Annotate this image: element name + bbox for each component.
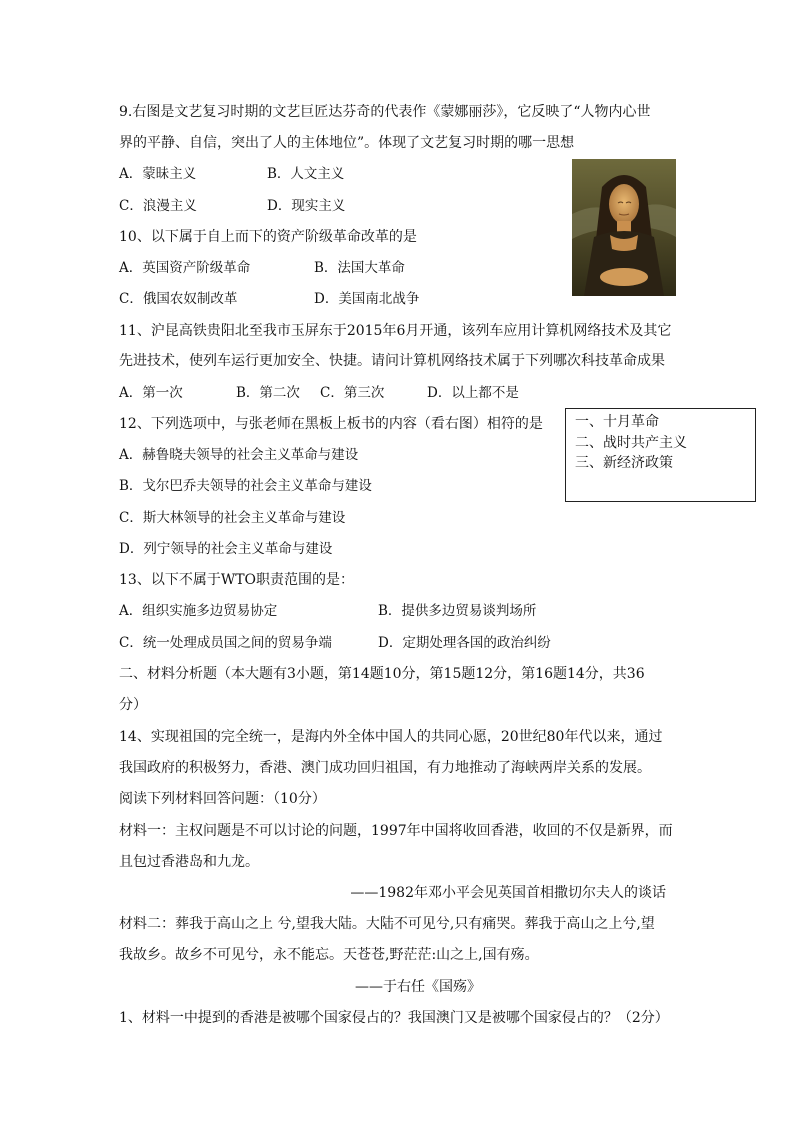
section2-heading-line2: 分） (119, 697, 147, 713)
q13-option-d: D．定期处理各国的政治纠纷 (378, 635, 551, 651)
q14-intro-line1: 14、实现祖国的完全统一，是海内外全体中国人的共同心愿，20世纪80年代以来，通过 (119, 729, 663, 745)
q12-option-c: C．斯大林领导的社会主义革命与建设 (119, 510, 346, 526)
mona-lisa-painting (572, 159, 676, 296)
q12-option-b: B．戈尔巴乔夫领导的社会主义革命与建设 (119, 478, 372, 494)
q10-option-b: B．法国大革命 (314, 260, 405, 276)
material-1-line2: 且包过香港岛和九龙。 (119, 854, 259, 870)
board-item-2: 二、战时共产主义 (575, 434, 687, 451)
q9-option-d: D．现实主义 (267, 198, 346, 214)
board-item-3: 三、新经济政策 (575, 455, 673, 471)
material-1-source: ——1982年邓小平会见英国首相撒切尔夫人的谈话 (350, 885, 666, 901)
q13-option-b: B．提供多边贸易谈判场所 (378, 603, 537, 619)
q11-option-a: A．第一次 (119, 385, 183, 401)
blackboard-notes-box (565, 408, 756, 502)
q14-intro-line2: 我国政府的积极努力，香港、澳门成功回归祖国，有力地推动了海峡两岸关系的发展。 (119, 760, 651, 776)
material-1-line1: 材料一：主权问题是不可以讨论的问题，1997年中国将收回香港，收回的不仅是新界，而 (119, 823, 673, 839)
q11-option-d: D．以上都不是 (427, 385, 519, 401)
section2-heading-line1: 二、材料分析题（本大题有3小题，第14题10分，第15题12分，第16题14分，共36 (119, 666, 645, 682)
board-item-1: 一、十月革命 (575, 414, 659, 430)
q12-stem: 12、下列选项中，与张老师在黑板上板书的内容（看右图）相符的是 (119, 416, 543, 432)
material-2-line1: 材料二：葬我于高山之上 兮,望我大陆。大陆不可见兮,只有痛哭。葬我于高山之上兮,望 (119, 916, 655, 932)
q9-option-a: A．蒙昧主义 (119, 166, 197, 182)
q10-option-d: D．美国南北战争 (314, 291, 420, 307)
q9-option-c: C．浪漫主义 (119, 198, 197, 214)
q11-option-c: C．第三次 (320, 385, 385, 401)
q11-option-b: B．第二次 (236, 385, 300, 401)
q14-instruction: 阅读下列材料回答问题：（10分） (119, 791, 326, 807)
q9-option-b: B．人文主义 (267, 166, 345, 182)
q10-option-c: C．俄国农奴制改革 (119, 291, 238, 307)
q13-option-c: C．统一处理成员国之间的贸易争端 (119, 635, 332, 651)
material-2-line2: 我故乡。故乡不可见兮，永不能忘。天苍苍,野茫茫:山之上,国有殇。 (119, 947, 539, 963)
q11-stem-line1: 11、沪昆高铁贵阳北至我市玉屏东于2015年6月开通，该列车应用计算机网络技术及其它 (119, 323, 672, 339)
q9-stem-line1: 9.右图是文艺复习时期的文艺巨匠达芬奇的代表作《蒙娜丽莎》，它反映了“人物内心世 (119, 104, 651, 120)
material-2-source: ——于右任《国殇》 (355, 979, 481, 995)
q13-option-a: A．组织实施多边贸易协定 (119, 603, 278, 619)
q9-stem-line2: 界的平静、自信，突出了人的主体地位”。体现了文艺复习时期的哪一思想 (119, 135, 575, 151)
q12-option-d: D．列宁领导的社会主义革命与建设 (119, 541, 333, 557)
q10-stem: 10、以下属于自上而下的资产阶级革命改革的是 (119, 229, 417, 245)
q13-stem: 13、以下不属于WTO职责范围的是： (119, 572, 355, 588)
q10-option-a: A．英国资产阶级革命 (119, 260, 251, 276)
q11-stem-line2: 先进技术，使列车运行更加安全、快捷。请问计算机网络技术属于下列哪次科技革命成果 (119, 353, 665, 369)
q12-option-a: A．赫鲁晓夫领导的社会主义革命与建设 (119, 447, 359, 463)
q14-subquestion-1: 1、材料一中提到的香港是被哪个国家侵占的？我国澳门又是被哪个国家侵占的？（2分） (119, 1010, 669, 1026)
